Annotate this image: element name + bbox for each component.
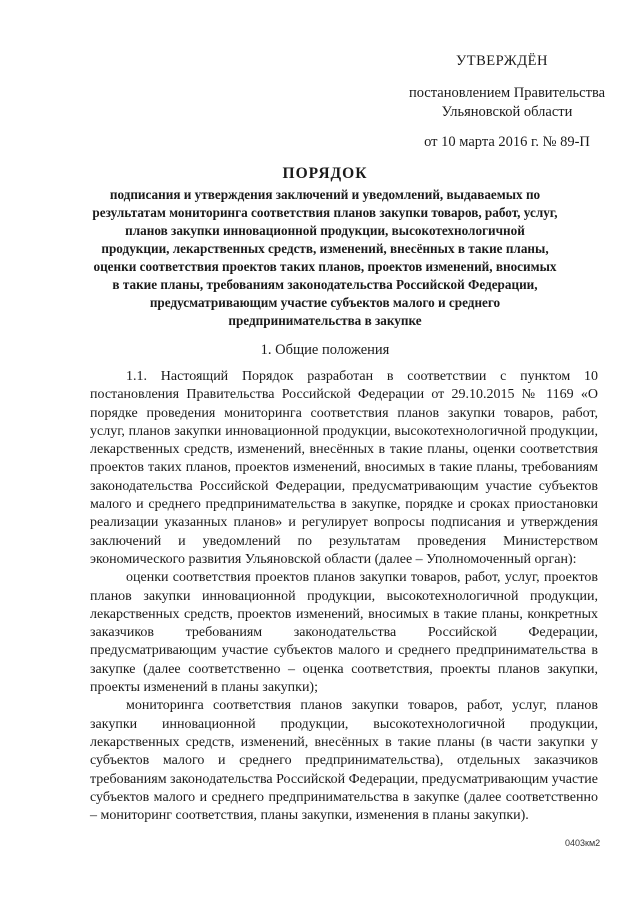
paragraph-1-1: 1.1. Настоящий Порядок разработан в соответствии с пунктом 10 постановления Правительства Российской Федерации от 29.10.2015 № 1169 «О порядке проведения мониторинга соответствия планов закупки товаров, работ, услуг, планов закупки инновационной продукции, высокотехнологичной продукции, лекарственных средств, изменений, внесённых в такие планы, оценки соответствия проектов таких планов, проектов изменений, вносимых в такие планы, требованиям законодательства Российской Федерации, предусматривающим участие субъектов малого и среднего предпринимательства в закупке, порядке и сроках приостановки реализации указанных планов» и регулирует вопросы подписания и утверждения заключений и уведомлений по результатам проведения Министерством экономического развития Ульяновской области (далее – Уполномоченный орган):: [90, 369, 598, 567]
footer-code: 0403км2: [565, 838, 601, 848]
paragraph-assessment: оценки соответствия проектов планов закупки товаров, работ, услуг, проектов планов закупки инновационной продукции, высокотехнологичной продукции, лекарственных средств, проектов изменений, вносимых в такие планы, конкретных заказчиков требованиям законодательства Российской Федерации, предусматривающим участие субъектов малого и среднего предпринимательства в закупке (далее соответственно – оценка соответствия, проекты планов закупки, проекты изменений в планы закупки);: [90, 570, 598, 696]
document-body: [90, 368, 598, 825]
document-title: ПОРЯДОК: [282, 165, 368, 182]
paragraph-monitoring: мониторинга соответствия планов закупки товаров, работ, услуг, планов закупки инновационной продукции, высокотехнологичной продукции, лекарственных средств, изменений, внесённых в такие планы (в части закупки у субъектов малого и среднего предпринимательства), отдельных заказчиков требованиям законодательства Российской Федерации, предусматривающим участие субъектов малого и среднего предпринимательства в закупке (далее соответственно – мониторинг соответствия, планы закупки, изменения в планы закупки).: [90, 698, 599, 824]
section-heading: 1. Общие положения: [260, 342, 390, 358]
document-subtitle: подписания и утверждения заключений и уведомлений, выдаваемых по результатам мониторинга соответствия планов закупки товаров, работ, услуг, планов закупки инновационной продукции, высокотехнологичной продукции, лекарственных средств, изменений, внесённых в такие планы, оценки соответствия проектов таких планов, проектов изменений, вносимых в такие планы, требованиям законодательства Российской Федерации, предусматривающим участие субъектов малого и среднего предпринимательства в закупке: [92, 187, 558, 328]
approval-line-2: Ульяновской области: [441, 104, 573, 120]
document-title-block: [90, 164, 560, 330]
approval-heading: УТВЕРЖДЁН: [456, 53, 548, 69]
approval-line-1: постановлением Правительства: [408, 84, 606, 101]
approval-stamp: [392, 52, 622, 152]
approval-date: от 10 марта 2016 г. № 89-П: [424, 133, 590, 150]
